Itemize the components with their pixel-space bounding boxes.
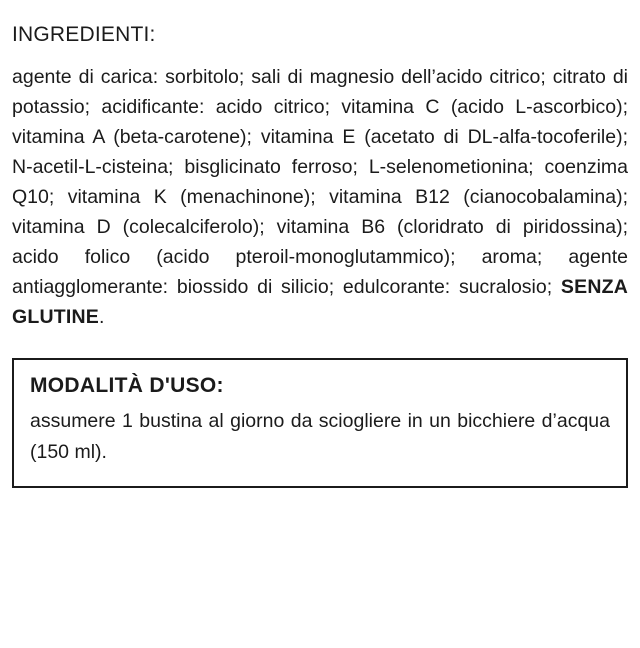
- ingredients-paragraph: [12, 62, 628, 332]
- ingredients-text: agente di carica: sorbitolo; sali di magnesio dell’acido citrico; citrato di potassio; acidificante: acido citrico; vitamina C (acido L-ascorbico); vitamina A (beta-carotene); vitamina E (acetato di DL-alfa-tocoferile); N-acetil-L-cisteina; bisglicinato ferroso; L-selenometionina; coenzima Q10; vitamina K (menachinone); vitamina B12 (cianocobalamina); vitamina D (colecalciferolo); vitamina B6 (cloridrato di piridossina); acido folico (acido pteroil-monoglutammico); aroma; agente antiagglomerante: biossido di silicio; edulcorante: sucralosio;: [12, 66, 628, 299]
- gluten-free-note: SENZA GLUTINE: [12, 276, 628, 329]
- ingredients-heading: INGREDIENTI:: [12, 23, 156, 46]
- usage-text: assumere 1 bustina al giorno da sciogliere in un bicchiere d’acqua (150 ml).: [30, 410, 610, 464]
- usage-box: [12, 358, 628, 488]
- usage-title: MODALITÀ D'USO:: [30, 374, 224, 398]
- gluten-free-note-period: .: [98, 306, 105, 329]
